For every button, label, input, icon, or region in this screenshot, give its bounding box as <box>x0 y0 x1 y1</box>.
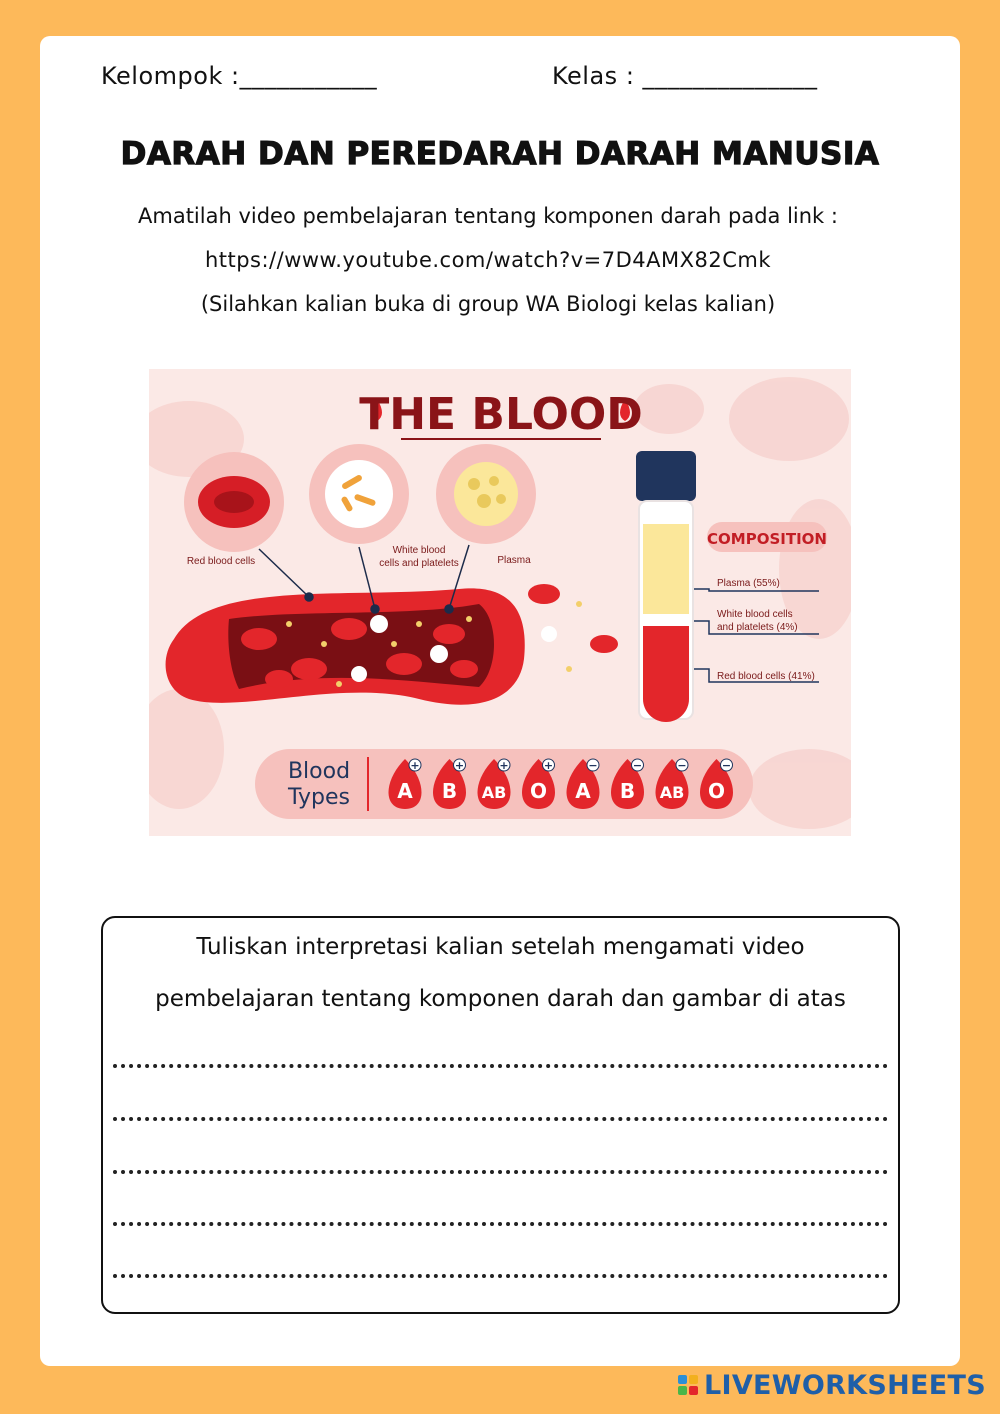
blood-type-sign: − <box>721 759 732 772</box>
plasma-layer <box>643 524 689 614</box>
instruction-note: (Silahkan kalian buka di group WA Biologi kelas kalian) <box>200 292 776 316</box>
blood-type-sign: − <box>588 759 598 772</box>
kelompok-field[interactable]: Kelompok :___________ <box>101 62 378 90</box>
answer-line-4[interactable] <box>113 1222 888 1226</box>
blood-type-sign: + <box>410 759 420 772</box>
blood-type-label: A <box>397 779 413 803</box>
blood-type-label: O <box>707 779 726 803</box>
answer-line-2[interactable] <box>113 1117 888 1121</box>
blood-type-sign: − <box>632 759 643 772</box>
blood-type-label: B <box>441 779 458 803</box>
blood-type-sign: + <box>454 759 465 772</box>
question-line-1: Tuliskan interpretasi kalian setelah mengamati video <box>196 934 805 960</box>
blood-types-label-2: Types <box>288 785 350 810</box>
answer-line-1[interactable] <box>113 1064 888 1068</box>
liveworksheets-brand: LIVEWORKSHEETS <box>703 1369 986 1401</box>
video-link[interactable]: https://www.youtube.com/watch?v=7D4AMX82Cmk <box>204 248 772 272</box>
composition-plasma: Plasma (55%) <box>717 578 780 589</box>
liveworksheets-footer[interactable] <box>678 1368 986 1402</box>
rbc-layer <box>643 626 689 722</box>
blood-type-label: A <box>575 779 591 803</box>
blood-type-sign: + <box>499 759 509 772</box>
blood-type-sign: − <box>677 759 687 772</box>
blood-types-label-1: Blood <box>287 759 351 784</box>
label-white-blood-cells-1: White blood <box>392 545 446 556</box>
composition-wbc-1: White blood cells <box>717 609 793 620</box>
kelas-field[interactable]: Kelas : ______________ <box>552 62 818 90</box>
label-white-blood-cells-2: cells and platelets <box>379 558 459 569</box>
answer-box <box>101 916 900 1314</box>
wbc-layer <box>643 614 689 626</box>
composition-wbc-2: and platelets (4%) <box>717 622 798 633</box>
question-line-2: pembelajaran tentang komponen darah dan gambar di atas <box>155 986 846 1012</box>
test-tube-cap <box>636 451 696 501</box>
blood-type-label: AB <box>481 783 507 802</box>
plasma-icon <box>454 462 518 526</box>
white-blood-cell-icon <box>325 460 393 528</box>
answer-line-5[interactable] <box>113 1274 888 1278</box>
blood-type-label: AB <box>659 783 685 802</box>
liveworksheets-logo-icon <box>678 1375 698 1395</box>
composition-rbc: Red blood cells (41%) <box>717 671 815 682</box>
infographic-title: THE BLOOD <box>359 389 643 440</box>
blood-type-label: O <box>529 779 548 803</box>
instruction-line: Amatilah video pembelajaran tentang komponen darah pada link : <box>138 204 838 228</box>
composition-heading: COMPOSITION <box>707 530 827 548</box>
page-title: DARAH DAN PEREDARAH DARAH MANUSIA <box>120 136 880 172</box>
label-plasma: Plasma <box>497 555 531 566</box>
blood-type-sign: + <box>543 759 554 772</box>
label-red-blood-cells: Red blood cells <box>186 556 256 567</box>
blood-infographic <box>149 369 851 836</box>
answer-line-3[interactable] <box>113 1170 888 1174</box>
blood-type-label: B <box>619 779 636 803</box>
